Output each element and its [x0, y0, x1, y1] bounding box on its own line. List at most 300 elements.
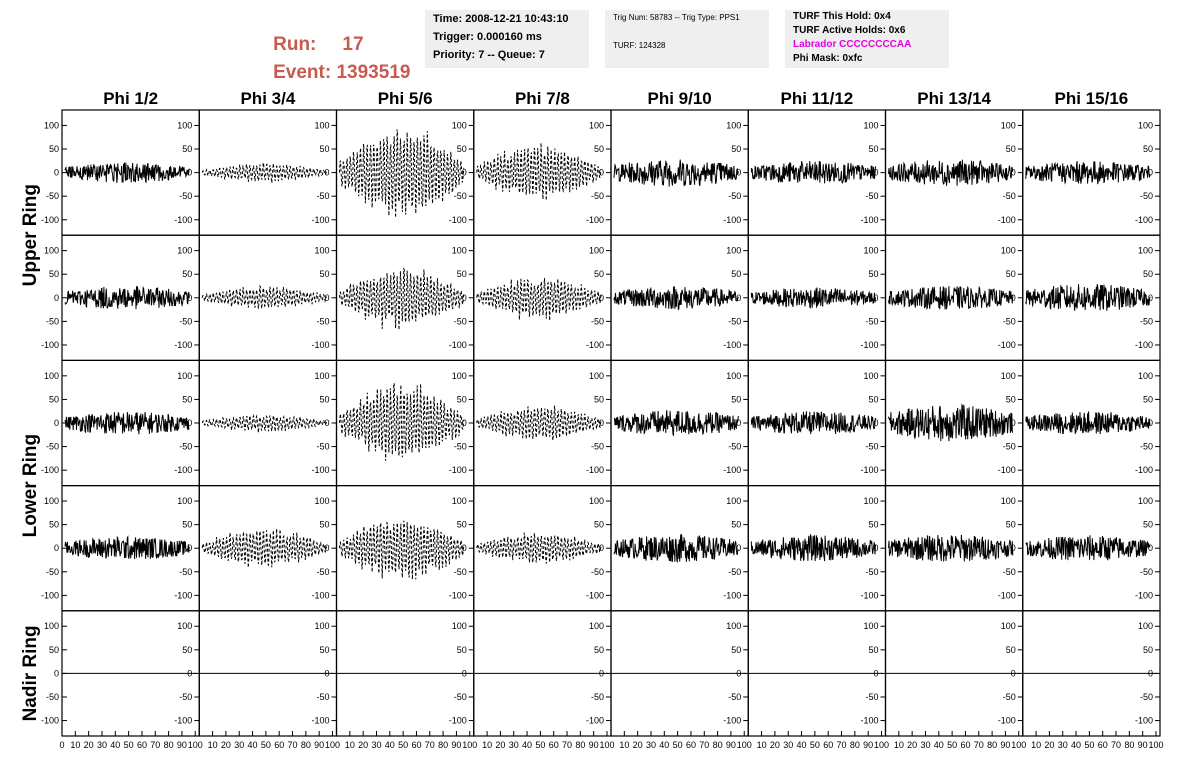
- y-tick-label: 50: [1005, 519, 1016, 530]
- x-tick-label: 70: [1111, 740, 1122, 750]
- y-tick-label: -100: [40, 715, 59, 726]
- y-tick-label: 100: [1137, 245, 1153, 256]
- y-tick-label: 0: [598, 167, 604, 178]
- y-tick-label: 100: [43, 370, 59, 381]
- y-tick-label: 50: [182, 394, 193, 405]
- y-tick-label: -100: [585, 214, 604, 225]
- x-tick-label: 10: [619, 740, 630, 750]
- y-tick-label: -100: [1134, 339, 1153, 350]
- trig-num-text: Trig Num: 58783 -- Trig Type: PPS1: [613, 13, 740, 22]
- y-tick-label: -50: [1139, 441, 1153, 452]
- phi-column-label: Phi 5/6: [377, 89, 433, 108]
- x-tick-label: 90: [1137, 740, 1148, 750]
- y-tick-label: -100: [1134, 590, 1153, 601]
- y-tick-label: 50: [868, 394, 879, 405]
- x-tick-label: 40: [933, 740, 944, 750]
- y-tick-label: 100: [314, 621, 330, 632]
- x-tick-label: 50: [672, 740, 683, 750]
- y-tick-label: 100: [588, 245, 604, 256]
- y-tick-label: -100: [997, 339, 1016, 350]
- y-tick-label: 0: [1010, 668, 1016, 679]
- y-tick-label: -100: [723, 465, 742, 476]
- x-tick-label: 90: [176, 740, 187, 750]
- y-tick-label: 100: [863, 370, 879, 381]
- y-tick-label: -100: [448, 590, 467, 601]
- y-tick-label: 100: [43, 621, 59, 632]
- y-tick-label: 0: [873, 167, 879, 178]
- waveform-trace: [477, 278, 601, 321]
- y-tick-label: -100: [860, 214, 879, 225]
- y-tick-label: 50: [593, 269, 604, 280]
- event-value: 1393519: [336, 62, 411, 83]
- y-tick-label: 100: [1137, 370, 1153, 381]
- y-tick-label: 50: [456, 519, 467, 530]
- y-tick-label: 50: [48, 644, 59, 655]
- y-tick-label: -100: [585, 590, 604, 601]
- y-tick-label: 100: [588, 621, 604, 632]
- y-tick-label: 100: [177, 621, 193, 632]
- y-tick-label: -50: [590, 441, 604, 452]
- x-tick-label: 40: [522, 740, 533, 750]
- y-tick-label: -50: [45, 441, 59, 452]
- waveform-trace: [889, 535, 1013, 562]
- y-tick-label: 100: [1137, 621, 1153, 632]
- y-tick-label: -100: [311, 214, 330, 225]
- x-tick-label: 60: [1097, 740, 1108, 750]
- waveform-trace: [614, 410, 738, 435]
- x-tick-label: 80: [712, 740, 723, 750]
- y-tick-label: 0: [461, 167, 467, 178]
- y-tick-label: 0: [461, 292, 467, 303]
- ring-label: Upper Ring: [20, 184, 41, 287]
- x-tick-label: 60: [685, 740, 696, 750]
- waveform-trace: [65, 412, 189, 434]
- y-tick-label: -50: [453, 566, 467, 577]
- x-tick-label: 40: [384, 740, 395, 750]
- y-tick-label: -50: [453, 691, 467, 702]
- y-tick-label: 100: [314, 370, 330, 381]
- y-tick-label: 100: [1137, 496, 1153, 507]
- y-tick-label: 100: [1000, 621, 1016, 632]
- x-tick-label: 50: [809, 740, 820, 750]
- y-tick-label: -100: [1134, 465, 1153, 476]
- y-tick-label: -50: [1139, 191, 1153, 202]
- run-label-text: Run:: [273, 34, 317, 55]
- x-tick-label: 90: [725, 740, 736, 750]
- phi-column-label: Phi 13/14: [917, 89, 991, 108]
- x-tick-label: 0: [59, 740, 65, 750]
- y-tick-label: -50: [316, 566, 330, 577]
- x-tick-label: 70: [287, 740, 298, 750]
- x-tick-label: 70: [973, 740, 984, 750]
- y-tick-label: 50: [1142, 144, 1153, 155]
- y-tick-label: 50: [319, 269, 330, 280]
- y-tick-label: -50: [728, 691, 742, 702]
- x-tick-label: 100: [187, 740, 203, 750]
- y-tick-label: 50: [1005, 394, 1016, 405]
- x-tick-label: 60: [548, 740, 559, 750]
- time-text: Time: 2008-12-21 10:43:10: [433, 13, 569, 25]
- y-tick-label: 50: [1142, 519, 1153, 530]
- ring-label: Nadir Ring: [20, 625, 41, 722]
- y-tick-label: -50: [45, 191, 59, 202]
- x-tick-label: 10: [893, 740, 904, 750]
- y-tick-label: 0: [53, 418, 59, 428]
- x-tick-label: 20: [1044, 740, 1055, 750]
- y-tick-label: -100: [448, 715, 467, 726]
- trigger-text: Trigger: 0.000160 ms: [433, 31, 542, 43]
- y-tick-label: 50: [1142, 394, 1153, 405]
- waveform-trace: [889, 160, 1013, 186]
- waveform-trace: [202, 416, 326, 433]
- y-tick-label: 0: [1147, 668, 1153, 679]
- y-tick-label: 50: [182, 269, 193, 280]
- y-tick-label: -100: [585, 715, 604, 726]
- y-tick-label: -100: [1134, 214, 1153, 225]
- waveform-trace: [614, 287, 738, 309]
- waveform-trace: [1026, 161, 1150, 184]
- y-tick-label: -100: [723, 715, 742, 726]
- y-tick-label: 0: [461, 668, 467, 679]
- phi-column-label: Phi 1/2: [103, 89, 159, 108]
- y-tick-label: -100: [448, 339, 467, 350]
- waveform-trace: [340, 521, 464, 580]
- y-tick-label: -100: [311, 715, 330, 726]
- waveform-trace: [477, 143, 601, 201]
- y-tick-label: 100: [314, 120, 330, 131]
- x-tick-label: 60: [960, 740, 971, 750]
- waveform-trace: [1026, 411, 1150, 434]
- y-tick-label: -50: [590, 566, 604, 577]
- y-tick-label: -50: [316, 191, 330, 202]
- x-tick-label: 100: [1011, 740, 1027, 750]
- y-tick-label: 0: [736, 543, 742, 554]
- y-tick-label: -100: [723, 590, 742, 601]
- x-tick-label: 40: [659, 740, 670, 750]
- y-tick-label: -50: [865, 691, 879, 702]
- y-tick-label: 100: [451, 120, 467, 131]
- y-tick-label: 100: [588, 120, 604, 131]
- y-tick-label: 100: [1137, 120, 1153, 131]
- y-tick-label: 0: [1147, 292, 1153, 303]
- y-tick-label: -50: [453, 441, 467, 452]
- y-tick-label: 100: [1000, 120, 1016, 131]
- waveform-trace: [65, 537, 189, 559]
- y-tick-label: -100: [174, 339, 193, 350]
- x-tick-label: 10: [70, 740, 81, 750]
- y-tick-label: 100: [863, 496, 879, 507]
- x-tick-label: 20: [83, 740, 94, 750]
- y-tick-label: 0: [598, 668, 604, 679]
- y-tick-label: 50: [1005, 144, 1016, 155]
- y-tick-label: 0: [324, 668, 330, 679]
- y-tick-label: 50: [456, 394, 467, 405]
- y-tick-label: 0: [53, 167, 59, 178]
- y-tick-label: 0: [1010, 292, 1016, 303]
- y-tick-label: -50: [1002, 316, 1016, 327]
- y-tick-label: 0: [187, 167, 193, 178]
- event-label-text: Event:: [273, 62, 332, 83]
- y-tick-label: 0: [736, 668, 742, 679]
- phi-column-label: Phi 15/16: [1054, 89, 1129, 108]
- y-tick-label: 100: [451, 621, 467, 632]
- y-tick-label: -100: [174, 715, 193, 726]
- x-tick-label: 70: [424, 740, 435, 750]
- y-tick-label: 100: [863, 245, 879, 256]
- y-tick-label: 50: [456, 144, 467, 155]
- waveform-trace: [477, 406, 601, 441]
- y-tick-label: -100: [997, 214, 1016, 225]
- y-tick-label: 50: [593, 144, 604, 155]
- y-tick-label: -100: [448, 214, 467, 225]
- y-tick-label: 0: [736, 418, 742, 428]
- x-tick-label: 20: [358, 740, 369, 750]
- x-tick-label: 10: [482, 740, 493, 750]
- y-tick-label: -50: [179, 191, 193, 202]
- y-tick-label: 50: [1142, 644, 1153, 655]
- y-tick-label: 50: [731, 144, 742, 155]
- y-tick-label: -100: [311, 590, 330, 601]
- x-tick-label: 30: [920, 740, 931, 750]
- y-tick-label: -100: [585, 339, 604, 350]
- y-tick-label: 50: [1142, 269, 1153, 280]
- y-tick-label: 50: [731, 394, 742, 405]
- phi-column-label: Phi 7/8: [514, 89, 570, 108]
- x-tick-label: 30: [234, 740, 245, 750]
- x-tick-label: 40: [796, 740, 807, 750]
- y-tick-label: 50: [593, 519, 604, 530]
- y-tick-label: -100: [174, 465, 193, 476]
- x-tick-label: 100: [599, 740, 615, 750]
- y-tick-label: 50: [319, 519, 330, 530]
- y-tick-label: 50: [319, 644, 330, 655]
- y-tick-label: 100: [726, 245, 742, 256]
- x-tick-label: 50: [123, 740, 134, 750]
- x-tick-label: 40: [247, 740, 258, 750]
- y-tick-label: -50: [1002, 441, 1016, 452]
- y-tick-label: 100: [451, 245, 467, 256]
- y-tick-label: 50: [48, 144, 59, 155]
- y-tick-label: 50: [319, 394, 330, 405]
- x-tick-label: 90: [588, 740, 599, 750]
- y-tick-label: 100: [451, 370, 467, 381]
- y-tick-label: -50: [453, 316, 467, 327]
- waveform-trace: [889, 405, 1013, 441]
- x-tick-label: 60: [136, 740, 147, 750]
- y-tick-label: 0: [53, 668, 59, 679]
- x-tick-label: 30: [371, 740, 382, 750]
- y-tick-label: 50: [456, 644, 467, 655]
- y-tick-label: -100: [860, 715, 879, 726]
- waveform-trace: [751, 161, 875, 183]
- x-tick-label: 10: [1031, 740, 1042, 750]
- waveform-trace: [340, 383, 464, 461]
- y-tick-label: -100: [40, 339, 59, 350]
- x-tick-label: 100: [873, 740, 890, 750]
- x-tick-label: 30: [645, 740, 656, 750]
- y-tick-label: -100: [40, 590, 59, 601]
- y-tick-label: -100: [723, 339, 742, 350]
- phi-mask-text: Phi Mask: 0xfc: [793, 53, 863, 64]
- waveform-trace: [202, 286, 326, 309]
- y-tick-label: -50: [865, 441, 879, 452]
- x-tick-label: 10: [207, 740, 218, 750]
- y-tick-label: 50: [593, 394, 604, 405]
- x-tick-label: 100: [462, 740, 478, 750]
- x-tick-label: 50: [398, 740, 409, 750]
- y-tick-label: 0: [1147, 167, 1153, 178]
- y-tick-label: 0: [187, 543, 193, 554]
- y-tick-label: 100: [177, 370, 193, 381]
- x-tick-label: 80: [300, 740, 311, 750]
- y-tick-label: -100: [997, 590, 1016, 601]
- y-tick-label: 50: [868, 144, 879, 155]
- y-tick-label: -100: [585, 465, 604, 476]
- y-tick-label: -50: [179, 441, 193, 452]
- y-tick-label: -100: [860, 590, 879, 601]
- y-tick-label: 50: [593, 644, 604, 655]
- y-tick-label: -100: [860, 339, 879, 350]
- y-tick-label: 0: [598, 292, 604, 303]
- y-tick-label: 50: [1005, 644, 1016, 655]
- x-tick-label: 20: [769, 740, 780, 750]
- y-tick-label: -50: [590, 191, 604, 202]
- y-tick-label: 50: [182, 144, 193, 155]
- y-tick-label: 0: [873, 292, 879, 303]
- waveform-trace: [751, 411, 875, 434]
- turf-active-holds-text: TURF Active Holds: 0x6: [793, 25, 906, 36]
- x-tick-label: 100: [324, 740, 341, 750]
- y-tick-label: 0: [324, 292, 330, 303]
- x-tick-label: 50: [260, 740, 271, 750]
- x-tick-label: 10: [344, 740, 355, 750]
- y-tick-label: 50: [48, 269, 59, 280]
- phi-column-label: Phi 3/4: [240, 89, 296, 108]
- y-tick-label: 50: [48, 394, 59, 405]
- y-tick-label: 0: [53, 543, 59, 554]
- y-tick-label: 100: [177, 496, 193, 507]
- x-tick-label: 80: [163, 740, 174, 750]
- y-tick-label: 0: [736, 167, 742, 178]
- y-tick-label: 0: [736, 292, 742, 303]
- y-tick-label: -50: [728, 441, 742, 452]
- y-tick-label: 100: [588, 370, 604, 381]
- turf-this-hold-text: TURF This Hold: 0x4: [793, 11, 891, 22]
- y-tick-label: 100: [726, 370, 742, 381]
- y-tick-label: -100: [311, 339, 330, 350]
- run-value: 17: [342, 34, 364, 55]
- waveform-trace: [751, 535, 875, 561]
- y-tick-label: 50: [868, 269, 879, 280]
- y-tick-label: 100: [177, 245, 193, 256]
- x-tick-label: 70: [562, 740, 573, 750]
- waveform-trace: [202, 529, 326, 568]
- y-tick-label: 100: [314, 245, 330, 256]
- y-tick-label: -50: [179, 316, 193, 327]
- x-tick-label: 80: [575, 740, 586, 750]
- x-tick-label: 20: [220, 740, 231, 750]
- y-tick-label: 50: [182, 644, 193, 655]
- y-tick-label: -100: [997, 465, 1016, 476]
- y-tick-label: 50: [48, 519, 59, 530]
- y-tick-label: -50: [1002, 691, 1016, 702]
- y-tick-label: 100: [726, 120, 742, 131]
- y-tick-label: -50: [728, 566, 742, 577]
- y-tick-label: -50: [179, 691, 193, 702]
- phi-column-label: Phi 9/10: [647, 89, 712, 108]
- waveform-trace: [614, 160, 738, 187]
- y-tick-label: 0: [324, 167, 330, 178]
- y-tick-label: 50: [868, 519, 879, 530]
- waveform-trace: [65, 163, 189, 183]
- y-tick-label: 0: [1147, 543, 1153, 554]
- y-tick-label: -50: [590, 691, 604, 702]
- x-tick-label: 30: [1057, 740, 1068, 750]
- y-tick-label: -50: [865, 191, 879, 202]
- y-tick-label: -50: [316, 316, 330, 327]
- y-tick-label: 0: [873, 418, 879, 428]
- x-tick-label: 70: [699, 740, 710, 750]
- y-tick-label: 0: [1010, 418, 1016, 428]
- x-tick-label: 100: [736, 740, 752, 750]
- y-tick-label: 100: [726, 496, 742, 507]
- y-tick-label: 100: [588, 496, 604, 507]
- ring-label: Lower Ring: [20, 433, 41, 538]
- y-tick-label: -50: [590, 316, 604, 327]
- waveform-trace: [340, 269, 464, 330]
- waveform-trace: [65, 286, 189, 309]
- y-tick-label: 100: [863, 621, 879, 632]
- y-tick-label: -100: [448, 465, 467, 476]
- x-tick-label: 20: [495, 740, 506, 750]
- y-tick-label: -50: [316, 691, 330, 702]
- labrador-text: Labrador CCCCCCCCAA: [793, 39, 912, 50]
- x-tick-label: 60: [274, 740, 285, 750]
- x-tick-label: 50: [535, 740, 546, 750]
- y-tick-label: 100: [43, 496, 59, 507]
- y-tick-label: 100: [1000, 496, 1016, 507]
- y-tick-label: 0: [187, 418, 193, 428]
- turf-text: TURF: 124328: [613, 41, 666, 50]
- y-tick-label: -50: [45, 316, 59, 327]
- y-tick-label: 0: [324, 543, 330, 554]
- y-tick-label: -50: [728, 191, 742, 202]
- x-tick-label: 90: [451, 740, 462, 750]
- y-tick-label: 0: [598, 418, 604, 428]
- y-tick-label: -50: [1002, 191, 1016, 202]
- x-tick-label: 90: [1000, 740, 1011, 750]
- y-tick-label: 100: [863, 120, 879, 131]
- y-tick-label: -50: [45, 691, 59, 702]
- x-tick-label: 40: [110, 740, 121, 750]
- y-tick-label: 100: [43, 245, 59, 256]
- y-tick-label: 0: [873, 668, 879, 679]
- y-tick-label: -50: [1139, 691, 1153, 702]
- y-tick-label: 0: [598, 543, 604, 554]
- waveform-trace: [1026, 284, 1150, 311]
- y-tick-label: -100: [40, 214, 59, 225]
- x-tick-label: 90: [314, 740, 325, 750]
- x-tick-label: 50: [947, 740, 958, 750]
- x-tick-label: 90: [863, 740, 874, 750]
- waveform-trace: [202, 163, 326, 183]
- y-tick-label: 50: [868, 644, 879, 655]
- y-tick-label: 100: [726, 621, 742, 632]
- waveform-trace: [1026, 535, 1150, 560]
- y-tick-label: 100: [1000, 370, 1016, 381]
- y-tick-label: 0: [53, 292, 59, 303]
- x-tick-label: 30: [508, 740, 519, 750]
